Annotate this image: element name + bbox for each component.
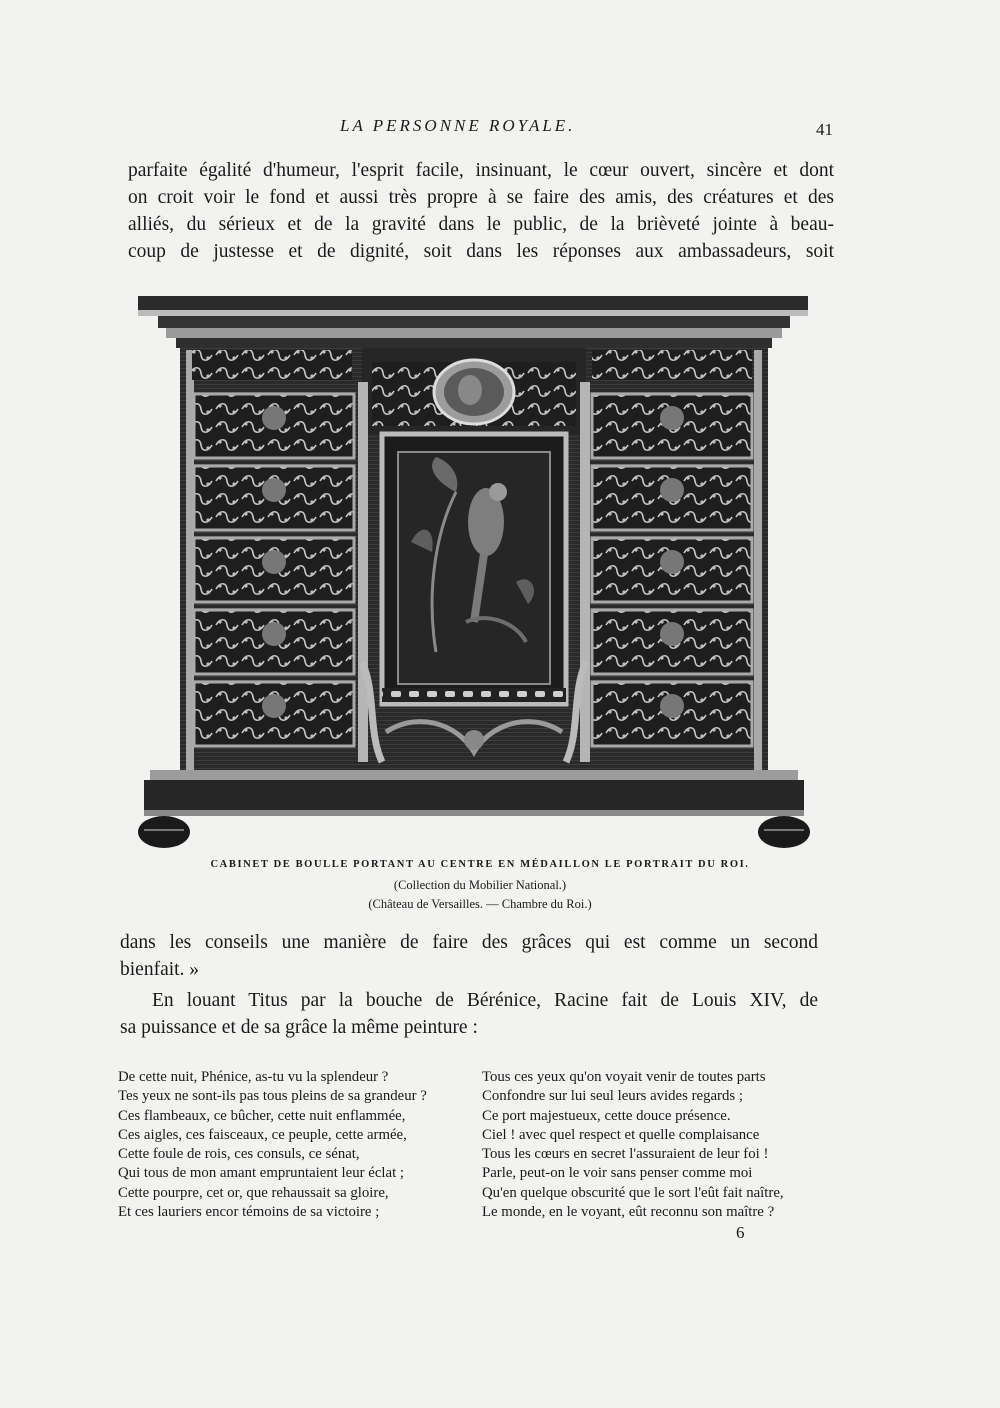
cabinet-engraving <box>136 292 812 852</box>
text-line: on croit voir le fond et aussi très propre à se faire des amis, des créatures et des <box>128 187 834 208</box>
left-drawers <box>194 394 354 746</box>
figure-caption-collection: (Collection du Mobilier National.) <box>393 878 567 892</box>
verse-line: Cette foule de rois, ces consuls, ce sénat, <box>118 1146 360 1163</box>
verse-line: Parle, peut-on le voir sans penser comme moi <box>482 1165 753 1182</box>
text-line: En louant Titus par la bouche de Bérénice, Racine fait de Louis XIV, de <box>152 990 818 1011</box>
verse-column-left <box>118 1068 468 1222</box>
verse-line: Le monde, en le voyant, eût reconnu son maître ? <box>482 1204 775 1221</box>
verse-line: De cette nuit, Phénice, as-tu vu la splendeur ? <box>118 1069 389 1085</box>
verse-line: Ciel ! avec quel respect et quelle complaisance <box>482 1126 760 1143</box>
verse-column-right <box>482 1068 832 1222</box>
verse-line: Tes yeux ne sont-ils pas tous pleins de sa grandeur ? <box>118 1088 427 1105</box>
verse-line: Et ces lauriers encor témoins de sa victoire ; <box>118 1204 380 1221</box>
verse-line: Tous les cœurs en secret l'assuraient de leur foi ! <box>482 1146 769 1163</box>
paragraph-1 <box>128 157 834 265</box>
verse-line: Qu'en quelque obscurité que le sort l'eût fait naître, <box>482 1184 784 1201</box>
text-line: parfaite égalité d'humeur, l'esprit facile, insinuant, le cœur ouvert, sincère et dont <box>128 160 834 181</box>
verse-line: Ce port majestueux, cette douce présence. <box>482 1107 731 1124</box>
verse-line: Ces aigles, ces faisceaux, ce peuple, cette armée, <box>118 1126 407 1143</box>
paragraph-3 <box>120 987 818 1041</box>
right-drawers <box>592 394 752 746</box>
text-line: dans les conseils une manière de faire des grâces qui est comme un second <box>120 932 818 953</box>
figure-caption-title: CABINET DE BOULLE PORTANT AU CENTRE EN MÉDAILLON LE PORTRAIT DU ROI. <box>210 859 750 870</box>
verse-line: Cette pourpre, cet or, que rehaussait sa gloire, <box>118 1184 389 1201</box>
figure-caption-location: (Château de Versailles. — Chambre du Roi.) <box>368 897 592 911</box>
text-line: bienfait. » <box>120 959 200 980</box>
running-head: LA PERSONNE ROYALE. <box>340 116 576 135</box>
verse-line: Qui tous de mon amant empruntaient leur éclat ; <box>118 1165 404 1182</box>
text-line: coup de justesse et de dignité, soit dans les réponses aux ambassadeurs, soit <box>128 241 834 262</box>
verse-line: Confondre sur lui seul leurs avides regards ; <box>482 1088 743 1105</box>
paragraph-2 <box>120 929 818 983</box>
text-line: sa puissance et de sa grâce la même peinture : <box>120 1017 478 1038</box>
verse-line: Tous ces yeux qu'on voyait venir de toutes parts <box>482 1069 766 1085</box>
text-line: alliés, du sérieux et de la gravité dans le public, de la brièveté jointe à beau- <box>128 214 834 235</box>
verse-line: Ces flambeaux, ce bûcher, cette nuit enflammée, <box>118 1107 406 1124</box>
page-number: 41 <box>816 120 833 139</box>
signature-mark: 6 <box>736 1223 745 1242</box>
